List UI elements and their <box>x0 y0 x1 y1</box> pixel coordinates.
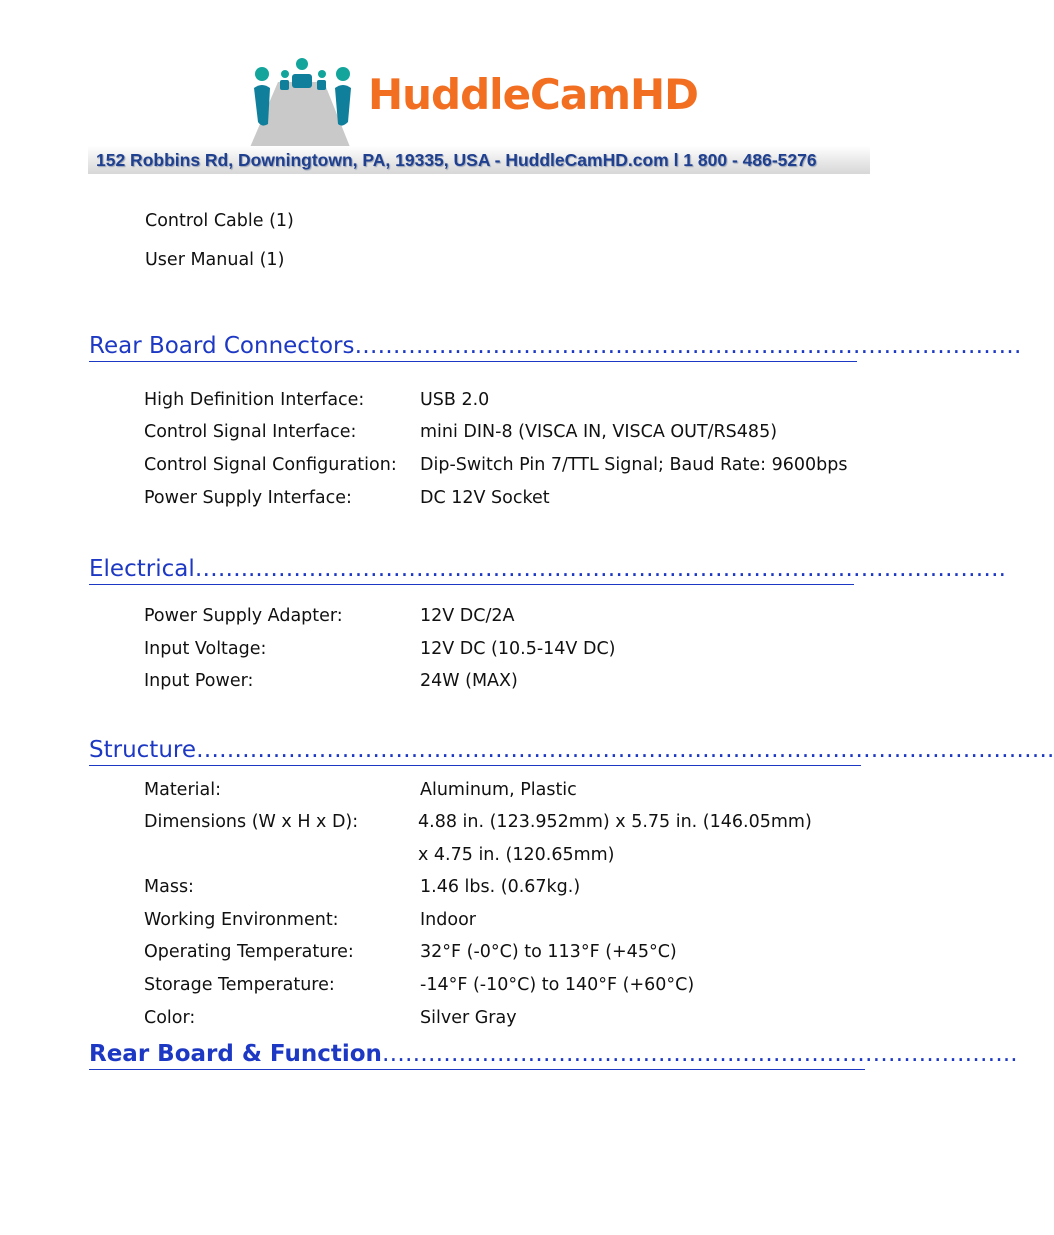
leader-dots: ……...……………………………………………………………………………………. <box>194 556 1006 582</box>
section-heading-rear-board-connectors <box>89 332 1022 362</box>
section-heading-electrical <box>89 555 1006 585</box>
brand-name: HuddleCamHD <box>368 70 699 119</box>
spec-value: 12V DC (10.5-14V DC) <box>420 639 616 659</box>
spec-label: Control Signal Configuration: <box>144 455 397 475</box>
spec-label: Operating Temperature: <box>144 942 354 962</box>
spec-value: USB 2.0 <box>420 390 490 410</box>
spec-value: -14°F (-10°C) to 140°F (+60°C) <box>420 975 695 995</box>
spec-label: Mass: <box>144 877 194 897</box>
people-camera-logo-icon <box>240 52 365 152</box>
spec-label: Power Supply Adapter: <box>144 606 343 626</box>
spec-value: 1.46 lbs. (0.67kg.) <box>420 877 581 897</box>
spec-value: Silver Gray <box>420 1008 517 1028</box>
leader-dots: …………………………………………………………………………………………………. <box>196 737 1054 763</box>
spec-value: DC 12V Socket <box>420 488 550 508</box>
spec-label: Input Power: <box>144 671 254 691</box>
spec-label: Working Environment: <box>144 910 339 930</box>
spec-label: Input Voltage: <box>144 639 267 659</box>
spec-label: Material: <box>144 780 221 800</box>
logo <box>240 52 740 152</box>
spec-label: Color: <box>144 1008 196 1028</box>
page-header <box>0 0 954 190</box>
company-address: 152 Robbins Rd, Downingtown, PA, 19335, USA - HuddleCamHD.com l 1 800 - 486-5276 <box>96 150 817 170</box>
included-item: Control Cable (1) <box>145 211 294 231</box>
spec-value: 24W (MAX) <box>420 671 518 691</box>
spec-value: 4.88 in. (123.952mm) x 5.75 in. (146.05mm) <box>418 812 812 832</box>
included-item: User Manual (1) <box>145 250 285 270</box>
section-title: Rear Board & Function <box>89 1041 382 1067</box>
spec-label: Storage Temperature: <box>144 975 335 995</box>
section-title: Rear Board Connectors <box>89 333 355 359</box>
spec-value: mini DIN-8 (VISCA IN, VISCA OUT/RS485) <box>420 422 778 442</box>
leader-dots: …………………………………………………………………………… <box>354 333 1022 359</box>
spec-value: Aluminum, Plastic <box>420 780 577 800</box>
spec-value: 32°F (-0°C) to 113°F (+45°C) <box>420 942 677 962</box>
spec-label: Control Signal Interface: <box>144 422 357 442</box>
spec-label: High Definition Interface: <box>144 390 365 410</box>
spec-label: Dimensions (W x H x D): <box>144 812 359 832</box>
section-heading-structure <box>89 736 1054 766</box>
section-title: Electrical <box>89 556 195 582</box>
spec-value: 12V DC/2A <box>420 606 515 626</box>
spec-value-continued: x 4.75 in. (120.65mm) <box>418 845 615 865</box>
spec-value: Indoor <box>420 910 476 930</box>
section-title: Structure <box>89 737 196 763</box>
section-heading-rear-board-function <box>89 1040 1018 1070</box>
spec-value: Dip-Switch Pin 7/TTL Signal; Baud Rate: 9600bps <box>420 455 848 475</box>
spec-label: Power Supply Interface: <box>144 488 352 508</box>
leader-dots: ……………………………………………………………………….. <box>381 1041 1018 1067</box>
